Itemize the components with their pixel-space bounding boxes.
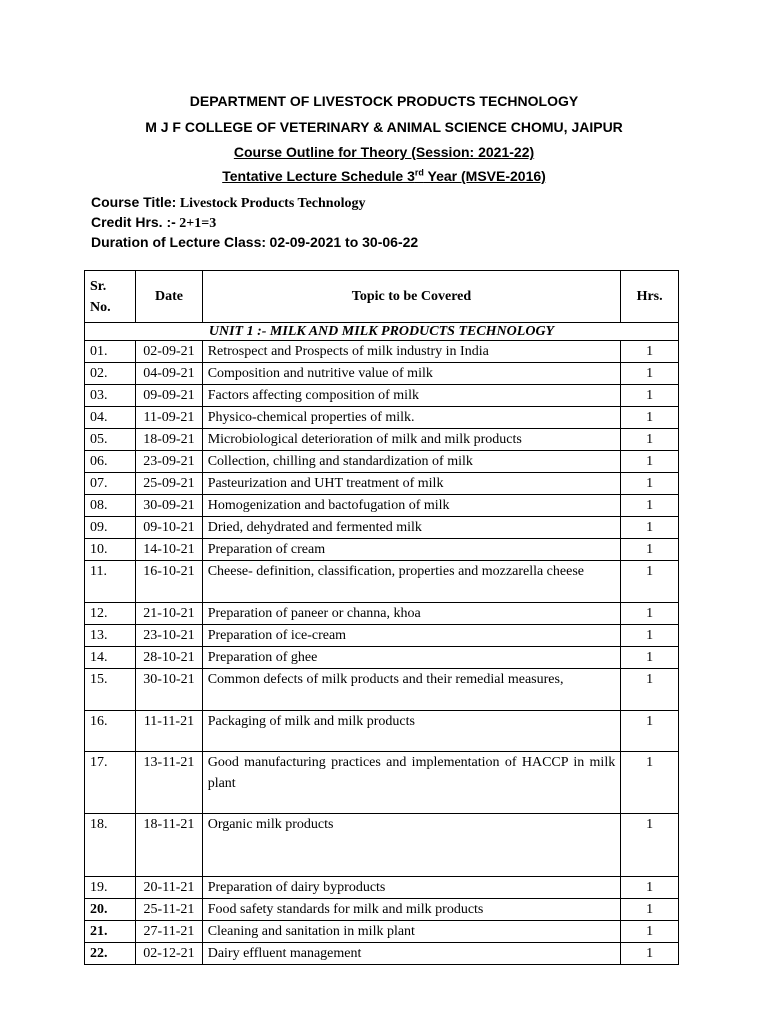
row-date: 28-10-21 [136,647,202,669]
row-date: 20-11-21 [136,877,202,899]
row-sr-no: 15. [85,669,136,711]
row-hrs: 1 [621,752,679,814]
row-topic: Retrospect and Prospects of milk industry in India [202,341,621,363]
row-hrs: 1 [621,943,679,965]
duration-label: Duration of Lecture Class: [91,234,267,250]
course-outline-heading [0,143,768,161]
row-hrs: 1 [621,429,679,451]
table-row [85,711,679,752]
table-row [85,385,679,407]
row-topic: Factors affecting composition of milk [202,385,621,407]
row-date: 09-10-21 [136,517,202,539]
department-heading: DEPARTMENT OF LIVESTOCK PRODUCTS TECHNOLOGY [189,93,579,109]
table-row [85,899,679,921]
table-row [85,407,679,429]
course-outline-text: Course Outline for Theory (Session: 2021-22) [233,144,535,160]
row-hrs: 1 [621,669,679,711]
row-topic: Composition and nutritive value of milk [202,363,621,385]
table-row [85,473,679,495]
row-hrs: 1 [621,899,679,921]
row-sr-no: 11. [85,561,136,603]
row-date: 16-10-21 [136,561,202,603]
row-sr-no: 14. [85,647,136,669]
row-hrs: 1 [621,451,679,473]
row-topic: Pasteurization and UHT treatment of milk [202,473,621,495]
row-topic: Common defects of milk products and their remedial measures, [202,669,621,711]
row-sr-no: 06. [85,451,136,473]
row-topic: Preparation of ghee [202,647,621,669]
header-sr-no: Sr. No. [85,271,136,323]
row-topic: Organic milk products [202,814,621,877]
row-topic: Collection, chilling and standardization of milk [202,451,621,473]
row-hrs: 1 [621,363,679,385]
row-hrs: 1 [621,407,679,429]
row-date: 30-10-21 [136,669,202,711]
lecture-schedule-table [84,270,679,965]
row-hrs: 1 [621,385,679,407]
row-hrs: 1 [621,561,679,603]
row-sr-no: 03. [85,385,136,407]
row-date: 18-11-21 [136,814,202,877]
course-title-label: Course Title: [91,194,177,210]
schedule-heading-sup: rd [414,167,424,178]
row-sr-no: 01. [85,341,136,363]
duration-line [91,233,418,253]
row-hrs: 1 [621,495,679,517]
row-sr-no: 09. [85,517,136,539]
row-topic: Physico-chemical properties of milk. [202,407,621,429]
table-row [85,603,679,625]
row-topic: Microbiological deterioration of milk and milk products [202,429,621,451]
row-topic: Dairy effluent management [202,943,621,965]
row-sr-no: 19. [85,877,136,899]
table-header-row [85,271,679,323]
row-hrs: 1 [621,647,679,669]
row-date: 13-11-21 [136,752,202,814]
row-sr-no: 04. [85,407,136,429]
row-topic: Preparation of dairy byproducts [202,877,621,899]
row-sr-no: 10. [85,539,136,561]
header-date: Date [136,271,202,323]
unit-title: UNIT 1 :- MILK AND MILK PRODUCTS TECHNOLOGY [85,323,679,341]
table-row [85,341,679,363]
table-row [85,561,679,603]
row-date: 27-11-21 [136,921,202,943]
course-title-value: Livestock Products Technology [179,196,366,211]
row-topic: Homogenization and bactofugation of milk [202,495,621,517]
row-date: 23-09-21 [136,451,202,473]
row-date: 11-11-21 [136,711,202,752]
row-topic: Good manufacturing practices and implementation of HACCP in milk plant [202,752,621,814]
row-sr-no: 13. [85,625,136,647]
schedule-heading-post: Year (MSVE-2016) [423,168,546,184]
table-row [85,814,679,877]
row-date: 14-10-21 [136,539,202,561]
row-hrs: 1 [621,877,679,899]
duration-value: 02-09-2021 to 30-06-22 [269,234,419,250]
table-row [85,877,679,899]
row-hrs: 1 [621,711,679,752]
table-row [85,517,679,539]
row-sr-no: 08. [85,495,136,517]
credit-hours-line [91,213,216,233]
row-sr-no: 05. [85,429,136,451]
table-row [85,625,679,647]
row-sr-no: 16. [85,711,136,752]
table-row [85,943,679,965]
row-date: 09-09-21 [136,385,202,407]
row-date: 02-09-21 [136,341,202,363]
table-row [85,429,679,451]
row-topic: Food safety standards for milk and milk products [202,899,621,921]
row-topic: Preparation of paneer or channa, khoa [202,603,621,625]
schedule-heading [0,167,768,185]
row-date: 30-09-21 [136,495,202,517]
table-row [85,539,679,561]
row-date: 02-12-21 [136,943,202,965]
course-title-line [91,193,365,213]
row-topic: Preparation of ice-cream [202,625,621,647]
row-hrs: 1 [621,473,679,495]
row-topic: Preparation of cream [202,539,621,561]
table-row [85,752,679,814]
row-sr-no: 20. [85,899,136,921]
table-row [85,647,679,669]
row-date: 21-10-21 [136,603,202,625]
row-sr-no: 12. [85,603,136,625]
row-hrs: 1 [621,921,679,943]
table-row [85,363,679,385]
table-row [85,495,679,517]
row-sr-no: 07. [85,473,136,495]
row-hrs: 1 [621,341,679,363]
row-date: 25-09-21 [136,473,202,495]
table-row [85,451,679,473]
row-topic: Packaging of milk and milk products [202,711,621,752]
row-topic: Dried, dehydrated and fermented milk [202,517,621,539]
row-date: 11-09-21 [136,407,202,429]
row-sr-no: 02. [85,363,136,385]
row-topic: Cleaning and sanitation in milk plant [202,921,621,943]
row-topic: Cheese- definition, classification, properties and mozzarella cheese [202,561,621,603]
row-sr-no: 22. [85,943,136,965]
row-date: 25-11-21 [136,899,202,921]
table-row [85,921,679,943]
table-row [85,669,679,711]
row-hrs: 1 [621,603,679,625]
row-sr-no: 18. [85,814,136,877]
schedule-heading-pre: Tentative Lecture Schedule 3 [222,168,415,184]
row-date: 18-09-21 [136,429,202,451]
row-hrs: 1 [621,625,679,647]
row-date: 04-09-21 [136,363,202,385]
row-hrs: 1 [621,517,679,539]
row-date: 23-10-21 [136,625,202,647]
header-hrs: Hrs. [621,271,679,323]
header-topic: Topic to be Covered [202,271,621,323]
row-hrs: 1 [621,814,679,877]
unit-row [85,323,679,341]
credit-hours-label: Credit Hrs. :- [91,214,176,230]
college-heading: M J F COLLEGE OF VETERINARY & ANIMAL SCIENCE CHOMU, JAIPUR [145,119,623,135]
row-sr-no: 17. [85,752,136,814]
credit-hours-value: 2+1=3 [179,216,217,231]
row-sr-no: 21. [85,921,136,943]
row-hrs: 1 [621,539,679,561]
